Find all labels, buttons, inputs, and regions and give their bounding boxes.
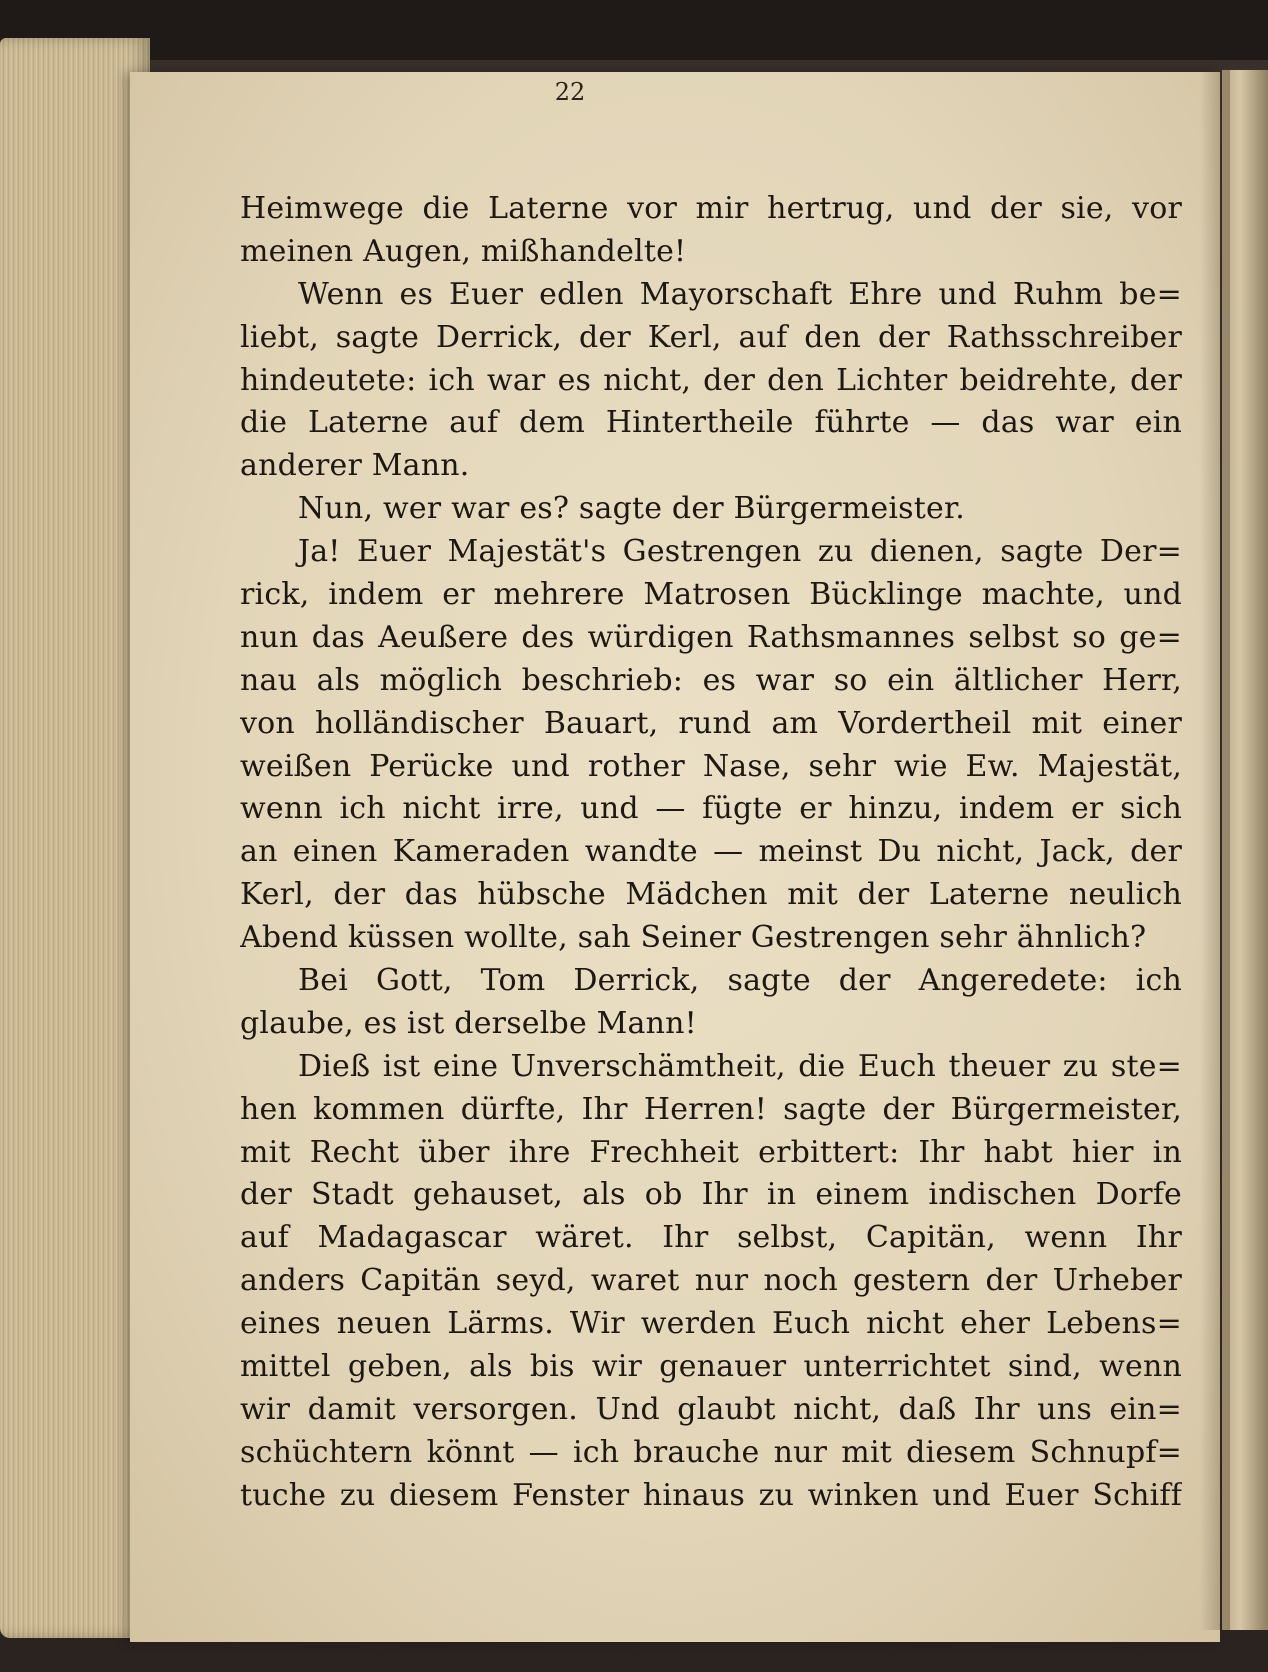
text-line: Bei Gott, Tom Derrick, sagte der Angeredete: ich	[298, 963, 1182, 999]
text-line: meinen Augen, mißhandelte!	[240, 233, 687, 269]
text-line: weißen Perücke und rother Nase, sehr wie Ew. Majestät,	[240, 748, 1182, 784]
text-line: tuche zu diesem Fenster hinaus zu winken und Euer Schiff	[240, 1477, 1182, 1513]
spine-shadow	[1200, 70, 1230, 1630]
page-number: 22	[554, 78, 586, 106]
text-line: an einen Kameraden wandte — meinst Du nicht, Jack, der	[240, 834, 1182, 870]
text-line: anders Capitän seyd, waret nur noch gestern der Urheber	[240, 1263, 1182, 1299]
text-line: glaube, es ist derselbe Mann!	[240, 1005, 697, 1041]
text-line: schüchtern könnt — ich brauche nur mit diesem Schnupf=	[240, 1434, 1182, 1470]
text-line: Kerl, der das hübsche Mädchen mit der Laterne neulich	[240, 877, 1182, 913]
text-line: nun das Aeußere des würdigen Rathsmannes selbst so ge=	[240, 619, 1182, 655]
text-line: mit Recht über ihre Frechheit erbittert: Ihr habt hier in	[240, 1134, 1182, 1170]
text-line: auf Madagascar wäret. Ihr selbst, Capitän, wenn Ihr	[240, 1220, 1182, 1256]
text-line: liebt, sagte Derrick, der Kerl, auf den der Rathsschreiber	[240, 319, 1182, 355]
text-line: Abend küssen wollte, sah Seiner Gestrengen sehr ähnlich?	[240, 920, 1147, 956]
text-line: Ja! Euer Majestät's Gestrengen zu dienen, sagte Der=	[298, 534, 1182, 570]
text-line: Nun, wer war es? sagte der Bürgermeister.	[298, 491, 965, 527]
text-line: Wenn es Euer edlen Mayorschaft Ehre und Ruhm be=	[298, 276, 1182, 312]
body-text	[240, 188, 1182, 1518]
text-line: eines neuen Lärms. Wir werden Euch nicht eher Lebens=	[240, 1306, 1182, 1342]
text-line: wir damit versorgen. Und glaubt nicht, daß Ihr uns ein=	[240, 1391, 1182, 1427]
page-edges	[0, 38, 150, 1638]
text-line: die Laterne auf dem Hintertheile führte — das war ein	[240, 405, 1182, 441]
text-line: der Stadt gehauset, als ob Ihr in einem indischen Dorfe	[240, 1177, 1182, 1213]
text-line: wenn ich nicht irre, und — fügte er hinzu, indem er sich	[240, 791, 1182, 827]
text-line: Heimwege die Laterne vor mir hertrug, und der sie, vor	[240, 191, 1182, 226]
text-line: rick, indem er mehrere Matrosen Bücklinge machte, und	[240, 577, 1182, 613]
backdrop	[0, 0, 1268, 60]
text-line: Dieß ist eine Unverschämtheit, die Euch theuer zu ste=	[298, 1048, 1182, 1084]
text-line: anderer Mann.	[240, 448, 470, 484]
text-line: mittel geben, als bis wir genauer unterrichtet sind, wenn	[240, 1349, 1182, 1385]
text-line: hindeutete: ich war es nicht, der den Lichter beidrehte, der	[240, 362, 1182, 398]
text-line: nau als möglich beschrieb: es war so ein ältlicher Herr,	[240, 662, 1182, 698]
text-line: hen kommen dürfte, Ihr Herren! sagte der Bürgermeister,	[240, 1091, 1182, 1127]
text-line: von holländischer Bauart, rund am Vordertheil mit einer	[240, 705, 1182, 741]
